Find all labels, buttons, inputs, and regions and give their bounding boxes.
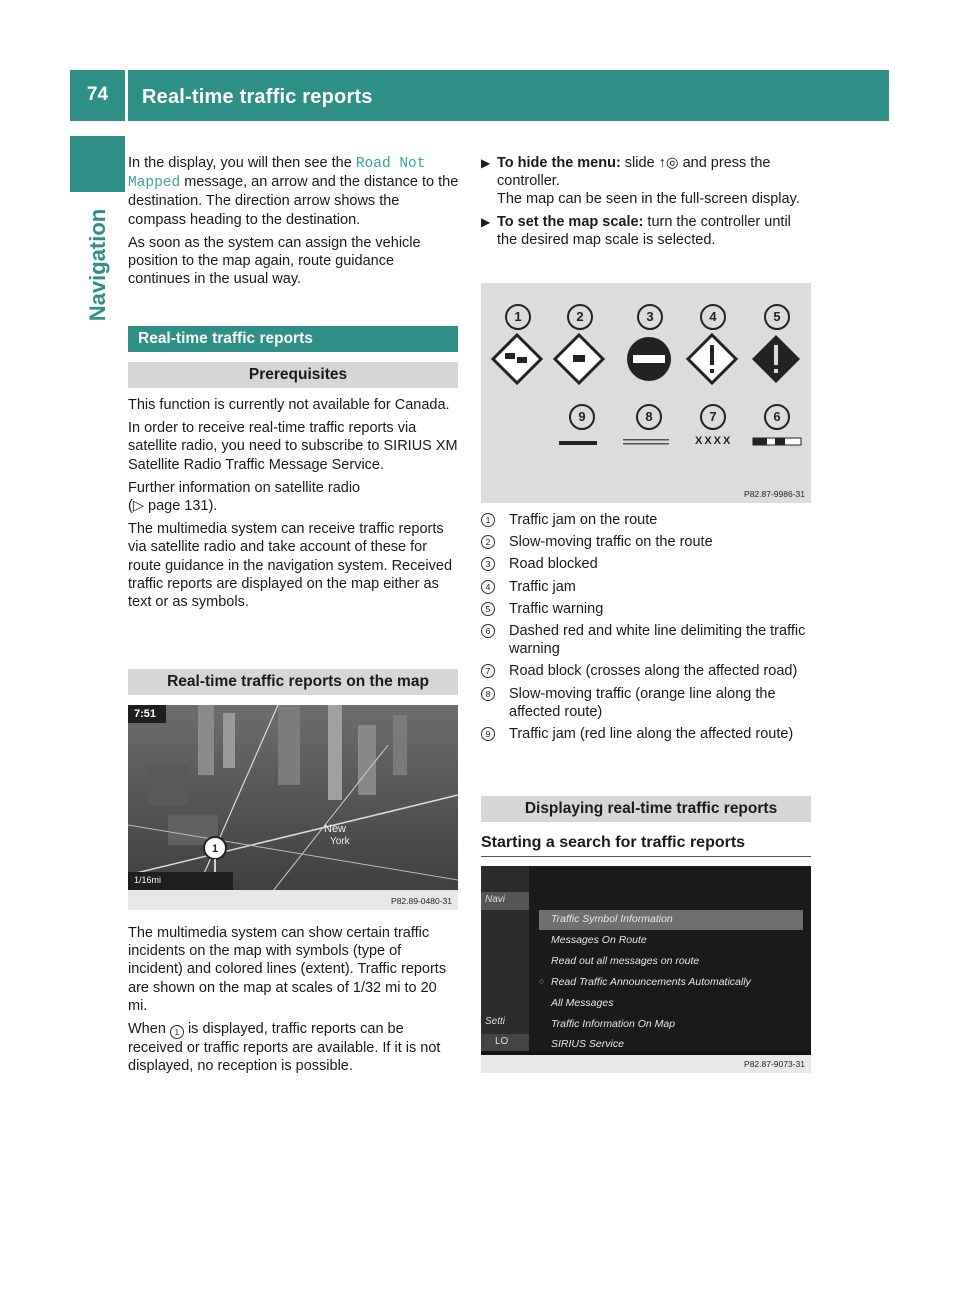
banner-prerequisites: Prerequisites [128,362,458,388]
side-label-wrap [70,205,125,325]
traffic-menu-screenshot [481,866,811,1073]
legend-number: 1 [481,513,495,527]
step-map-scale-label: To set the map scale: [497,213,644,230]
intro-paragraph [128,154,460,229]
road-blocked-icon [627,337,671,381]
legend-text: Traffic jam [509,578,576,595]
symbol-number-2: 2 [567,304,593,330]
legend-number: 5 [481,602,495,616]
symbol-number-8: 8 [636,404,662,430]
legend-item [481,725,813,743]
legend-number: 3 [481,557,495,571]
traffic-jam-icon [688,335,736,383]
page-ref-link[interactable]: (▷ page 131). [128,498,218,515]
when-suffix: is displayed, traffic reports can be received or traffic reports are available. If it is not displayed, no reception is possible. [128,1021,441,1075]
orange-line-symbol-2 [623,443,669,445]
menu-left-settings: Setti [485,1016,506,1027]
radio-circle-icon[interactable]: ○ [539,976,545,986]
menu-item-traffic-symbol-info[interactable]: Traffic Symbol Information [551,913,673,925]
left-column-prereq [128,396,460,616]
building-shape [393,715,407,775]
building-shape [278,705,300,785]
subhead-search: Starting a search for traffic reports [481,834,746,851]
step-map-scale [481,213,813,249]
when-paragraph [128,1020,460,1075]
traffic-symbols-image [481,283,811,503]
legend-text: Road blocked [509,556,598,573]
road-not-code: Road Not [355,156,426,172]
receive-paragraph: The multimedia system can receive traffic reports via satellite radio and take account of these for route guidance in the navigation system. Received traffic reports are displayed on the map either as text or as symbols. [128,521,453,611]
menu-item-read-announcements[interactable]: Read Traffic Announcements Automatically [551,976,751,988]
symbol-legend [481,511,813,747]
building-shape [358,725,376,795]
inline-number-1: 1 [170,1025,184,1039]
banner-displaying: Displaying real-time traffic reports [481,796,811,822]
menu-left-lo: LO [495,1036,509,1047]
menu-item-sirius-service[interactable]: SIRIUS Service [551,1038,624,1050]
side-tab [70,136,125,192]
symbols-image-ref: P82.87-9986-31 [744,489,805,499]
banner-on-map: Real-time traffic reports on the map [128,669,458,695]
legend-item [481,533,813,551]
symbols-paragraph: The multimedia system can show certain traffic incidents on the map with symbols (type of incident) and colored lines (extent). Traffic reports are shown on the map at scales of 1/32 mi to 20 mi. [128,925,447,1014]
legend-item [481,555,813,573]
building-shape [223,713,235,768]
map-scale: 1/16mi [134,875,162,885]
symbol-number-5: 5 [764,304,790,330]
symbol-number-3: 3 [637,304,663,330]
city-map-graphic [128,705,458,910]
road-block-crosses-symbol: XXXX [695,435,733,447]
page-title: Real-time traffic reports [142,86,373,108]
slow-traffic-route-icon [555,335,603,383]
menu-item-messages-on-route[interactable]: Messages On Route [551,934,647,946]
sirius-paragraph: In order to receive real-time traffic reports via satellite radio, you need to subscribe to SIRIUS XM Satellite Radio Traffic Message Service. [128,420,458,473]
step-arrow-icon: ▶ [481,156,491,170]
legend-item [481,685,813,721]
legend-number: 9 [481,727,495,741]
orange-line-symbol [623,439,669,441]
further-info-paragraph [128,479,460,515]
menu-item-all-messages[interactable]: All Messages [551,997,614,1009]
legend-text: Slow-moving traffic on the route [509,534,713,551]
symbol-number-6: 6 [764,404,790,430]
legend-number: 4 [481,580,495,594]
traffic-jam-route-icon [493,335,541,383]
reception-symbol-number: 1 [211,843,219,855]
step-map-scale-text: turn the controller until the desired map scale is selected. [497,213,791,248]
page-number: 74 [86,84,109,105]
further-info-text: Further information on satellite radio [128,479,361,496]
resume-paragraph: As soon as the system can assign the vehicle position to the map again, route guidance continues in the usual way. [128,234,421,288]
step-hide-menu [481,154,813,209]
right-column-steps [481,154,813,253]
step-arrow-icon: ▶ [481,214,491,229]
mapped-code: Mapped [128,175,181,192]
dashed-line-symbol [753,438,801,445]
building-shape [148,765,188,805]
menu-image-ref: P82.87-9073-31 [744,1059,805,1069]
symbol-graphics [481,283,811,503]
intro-prefix: In the display, you will then see the [128,155,356,171]
left-column-bottom [128,924,460,1080]
map-label-new: New [324,823,347,835]
traffic-warning-icon [752,335,800,383]
legend-item [481,622,813,658]
legend-item [481,600,813,618]
when-prefix: When [128,1021,170,1038]
symbol-number-9: 9 [569,404,595,430]
step-hide-menu-label: To hide the menu: [497,155,621,171]
red-line-symbol [559,441,597,445]
map-time: 7:51 [134,708,157,720]
step-hide-menu-text: slide ↑◎ and press the controller. [497,155,771,190]
symbol-number-1: 1 [505,304,531,330]
legend-text: Slow-moving traffic (orange line along the affected route) [509,685,776,720]
legend-number: 2 [481,535,495,549]
symbol-number-4: 4 [700,304,726,330]
menu-item-traffic-info-on-map[interactable]: Traffic Information On Map [551,1018,676,1030]
legend-item [481,578,813,596]
side-label: Navigation [84,208,110,322]
legend-text: Traffic warning [509,600,604,617]
legend-text: Dashed red and white line delimiting the traffic warning [509,623,806,658]
subhead-rule [481,856,811,857]
menu-left-navi: Navi [485,894,506,905]
map-label-york: York [330,836,350,847]
legend-number: 7 [481,664,495,678]
legend-text: Traffic jam on the route [509,512,658,528]
legend-item [481,662,813,680]
map-image-ref: P82.89-0480-31 [391,896,452,906]
map-screenshot [128,705,458,910]
menu-item-read-out-messages[interactable]: Read out all messages on route [551,955,700,967]
legend-item [481,511,813,529]
legend-number: 6 [481,624,495,638]
legend-text: Traffic jam (red line along the affected route) [509,726,794,743]
legend-text: Road block (crosses along the affected road) [509,663,798,680]
intro-suffix: message, an arrow and the distance to the destination. The direction arrow shows the compass heading to the destination. [128,174,459,228]
building-shape [198,705,214,775]
left-column-top [128,154,460,293]
canada-paragraph: This function is currently not available for Canada. [128,397,450,413]
symbol-number-7: 7 [700,404,726,430]
step-hide-menu-note: The map can be seen in the full-screen display. [497,191,800,208]
building-shape [328,705,342,800]
legend-number: 8 [481,687,495,701]
banner-real-time-traffic: Real-time traffic reports [128,326,458,352]
